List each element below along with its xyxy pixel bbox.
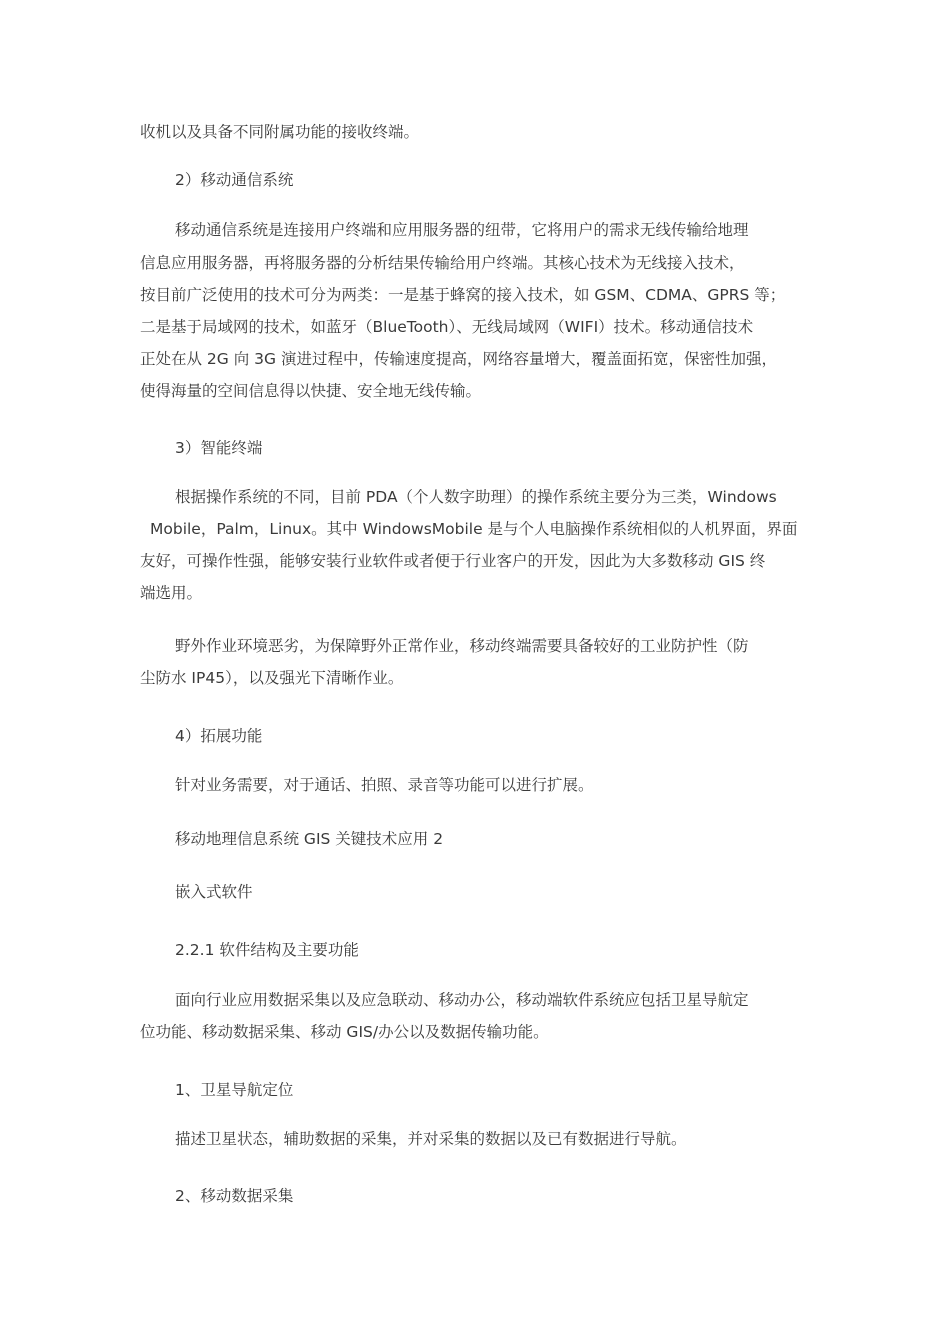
- section-heading: 2.2.1 软件结构及主要功能: [175, 941, 359, 959]
- body-text-line: 按目前广泛使用的技术可分为两类：一是基于蜂窝的接入技术，如 GSM、CDMA、GPRS 等；: [140, 286, 786, 304]
- body-text-line: Mobile，Palm，Linux。其中 WindowsMobile 是与个人电脑操作系统相似的人机界面，界面: [150, 520, 798, 538]
- section-heading: 2、移动数据采集: [175, 1187, 294, 1205]
- section-heading: 2）移动通信系统: [175, 171, 294, 189]
- body-text-line: 使得海量的空间信息得以快捷、安全地无线传输。: [140, 382, 482, 400]
- section-heading: 移动地理信息系统 GIS 关键技术应用 2: [175, 830, 444, 848]
- section-heading: 嵌入式软件: [175, 883, 253, 901]
- body-text-line: 尘防水 IP45），以及强光下清晰作业。: [140, 669, 404, 687]
- body-text-line: 面向行业应用数据采集以及应急联动、移动办公，移动端软件系统应包括卫星导航定: [175, 991, 749, 1009]
- body-text-line: 针对业务需要，对于通话、拍照、录音等功能可以进行扩展。: [175, 776, 594, 794]
- body-text-line: 二是基于局域网的技术，如蓝牙（BlueTooth）、无线局域网（WIFI）技术。移动通信技术: [140, 318, 754, 336]
- body-text-line: 信息应用服务器，再将服务器的分析结果传输给用户终端。其核心技术为无线接入技术，: [140, 254, 745, 272]
- body-text-line: 根据操作系统的不同，目前 PDA（个人数字助理）的操作系统主要分为三类，Windows: [175, 488, 777, 506]
- body-text-line: 移动通信系统是连接用户终端和应用服务器的纽带，它将用户的需求无线传输给地理: [175, 221, 749, 239]
- body-text-line: 野外作业环境恶劣，为保障野外正常作业，移动终端需要具备较好的工业防护性（防: [175, 637, 749, 655]
- body-text-line: 正处在从 2G 向 3G 演进过程中，传输速度提高，网络容量增大，覆盖面拓宽，保密性加强，: [140, 350, 777, 368]
- body-text-line: 端选用。: [140, 584, 203, 602]
- body-text-line: 友好，可操作性强，能够安装行业软件或者便于行业客户的开发，因此为大多数移动 GIS 终: [140, 552, 766, 570]
- section-heading: 1、卫星导航定位: [175, 1081, 294, 1099]
- body-text-line: 位功能、移动数据采集、移动 GIS/办公以及数据传输功能。: [140, 1023, 549, 1041]
- section-heading: 3）智能终端: [175, 439, 263, 457]
- section-heading: 4）拓展功能: [175, 727, 263, 745]
- body-text-line: 收机以及具备不同附属功能的接收终端。: [140, 123, 420, 141]
- body-text-line: 描述卫星状态，辅助数据的采集，并对采集的数据以及已有数据进行导航。: [175, 1130, 687, 1148]
